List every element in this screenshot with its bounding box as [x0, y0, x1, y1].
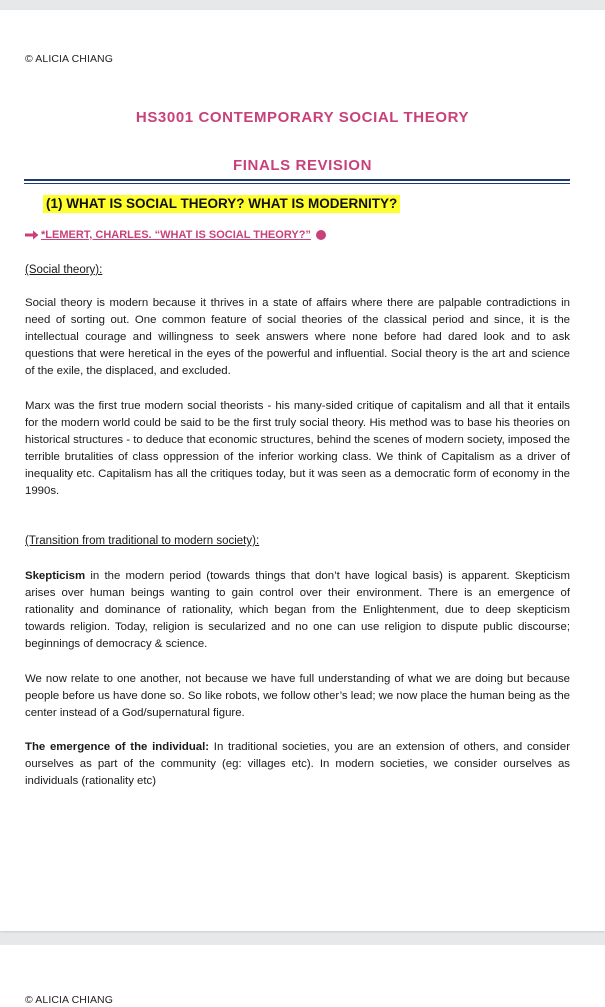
- paragraph-relate: We now relate to one another, not because we have full understanding of what we are doing but because people before us have done so. So like robots, we follow other’s lead; we now place the human being as the center instead of a God/supernatural figure.: [25, 673, 570, 719]
- subheading-transition: (Transition from traditional to modern society):: [25, 535, 260, 547]
- paragraph-marx: Marx was the first true modern social theorists - his many-sided critique of capitalism and all that it entails for the modern world could be said to be the first truly social theory. His method was to base his theories on historical structures - to deduce that economic structures, behind the scenes of modern society, imposed the terrible brutalities of class oppression of the inferior working class. We think of Capitalism as a driver of inequality etc. Capitalism has all the critiques today, but it was seen as a democratic form of economy in the 1990s.: [25, 400, 570, 497]
- bullet-dot-icon: [316, 230, 326, 240]
- document-subtitle: FINALS REVISION: [232, 157, 372, 174]
- subheading-social-theory: (Social theory):: [25, 264, 103, 276]
- course-title: HS3001 CONTEMPORARY SOCIAL THEORY: [135, 109, 470, 126]
- paragraph-social-theory: Social theory is modern because it thrives in a state of affairs where there are palpable contradictions in need of sorting out. One common feature of social theories of the classical period and since, it is the intellectual courage and willingness to seek answers where none before had dared look and to ask questions that were heretical in the eyes of the powerful and influential. Social theory is the art and science of the exile, the displaced, and excluded.: [25, 297, 570, 377]
- individual-label: The emergence of the individual:: [25, 741, 210, 753]
- skepticism-text: in the modern period (towards things that don’t have logical basis) is apparent. Skepticism arises over human beings wanting to gain control over their environment. There is an emergence of rationality and dominance of rationality, which began from the Enlightenment, due to deep skepticism towards religion. Today, religion is secularized and no one can use religion to dispute public discourse; beginnings of democracy & science.: [25, 570, 570, 650]
- section-heading: (1) WHAT IS SOCIAL THEORY? WHAT IS MODERNITY?: [43, 195, 400, 213]
- title-rule-thin: [24, 183, 570, 184]
- document-page-1: [0, 10, 605, 931]
- document-page-2: [0, 945, 605, 1007]
- copyright-notice: © ALICIA CHIANG: [25, 53, 114, 65]
- reference-line: [25, 229, 326, 241]
- copyright-notice-page-2: © ALICIA CHIANG: [25, 994, 114, 1006]
- paragraph-skepticism: [25, 568, 570, 653]
- arrow-right-icon: [25, 230, 39, 240]
- title-rule-thick: [24, 179, 570, 181]
- paragraph-individual: [25, 739, 570, 790]
- individual-text: In traditional societies, you are an extension of others, and consider ourselves as part of the community (eg: villages etc). In modern societies, we consider ourselves as individuals (rationality etc): [25, 741, 570, 787]
- skepticism-label: Skepticism: [25, 570, 86, 582]
- reference-citation: *LEMERT, CHARLES. “WHAT IS SOCIAL THEORY?”: [41, 229, 311, 241]
